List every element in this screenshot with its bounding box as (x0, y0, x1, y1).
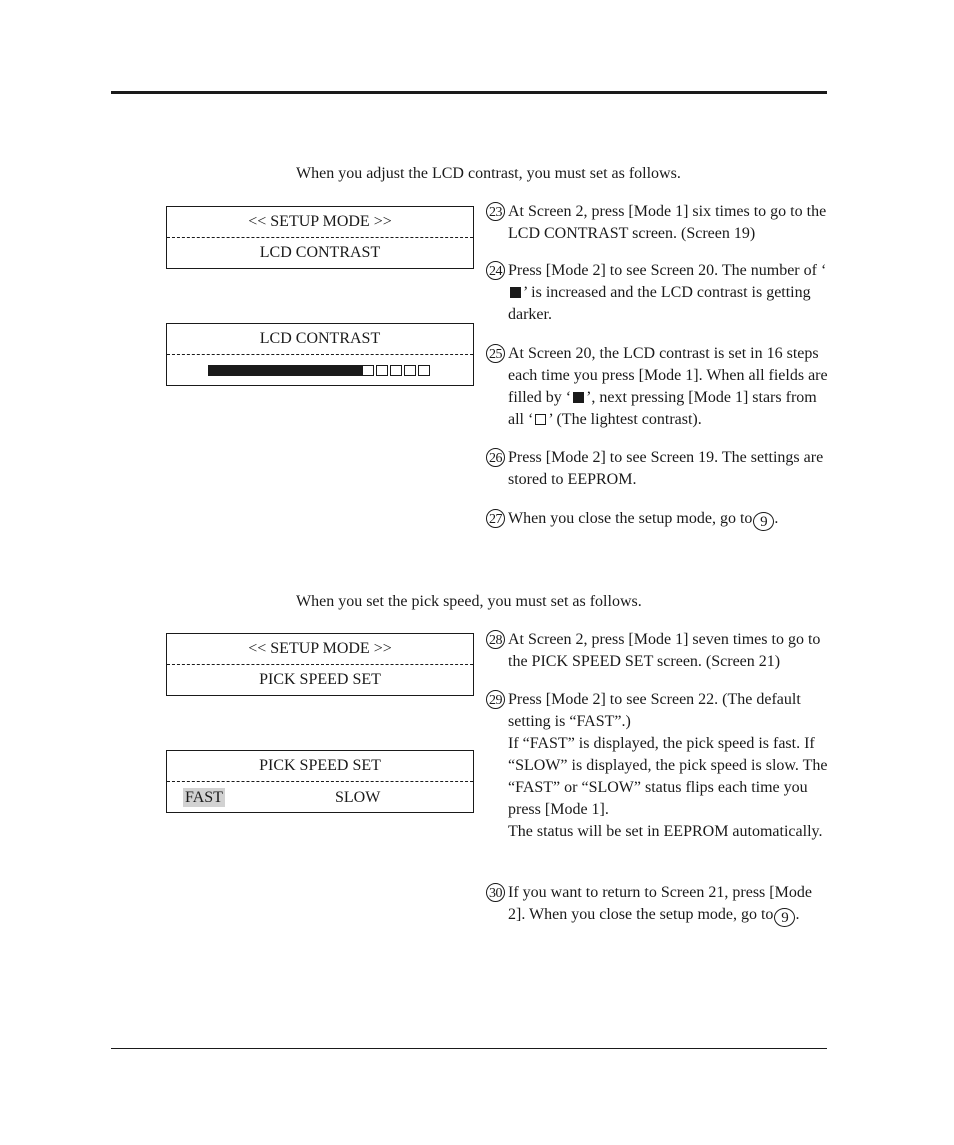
lcd-line-1: << SETUP MODE >> (167, 207, 473, 238)
contrast-level-bar (167, 355, 473, 385)
contrast-cell-filled (334, 365, 348, 376)
step-text: If you want to return to Screen 21, press [Mode 2]. When you close the setup mode, go to 9 . (508, 884, 812, 926)
step-23 (486, 201, 831, 245)
slow-option: SLOW (335, 789, 381, 806)
step-24 (486, 260, 831, 326)
lcd-line-1: << SETUP MODE >> (167, 634, 473, 665)
screen-19-lcd (166, 206, 474, 269)
step-number: 24 (486, 261, 505, 280)
lcd-line-1: PICK SPEED SET (167, 751, 473, 782)
step-number: 26 (486, 448, 505, 467)
step-number: 23 (486, 202, 505, 221)
header-rule (111, 91, 827, 94)
contrast-cell-empty (376, 365, 388, 376)
pick-intro: When you set the pick speed, you must set as follows. (296, 593, 642, 610)
step-27 (486, 508, 831, 531)
lcd-line-2: PICK SPEED SET (259, 671, 381, 688)
contrast-cell-filled (278, 365, 292, 376)
step-text: Press [Mode 2] to see Screen 19. The settings are stored to EEPROM. (508, 449, 824, 488)
step-28 (486, 629, 831, 673)
fast-option-highlighted: FAST (185, 789, 223, 806)
step-reference-circle: 9 (774, 908, 795, 927)
contrast-cell-empty (418, 365, 430, 376)
contrast-cell-empty (362, 365, 374, 376)
lcd-intro: When you adjust the LCD contrast, you must set as follows. (296, 165, 681, 182)
lcd-line-2: LCD CONTRAST (259, 244, 381, 261)
step-text: At Screen 2, press [Mode 1] seven times to go to the PICK SPEED SET screen. (Screen 21) (508, 631, 821, 670)
step-text: At Screen 20, the LCD contrast is set in 16 steps each time you press [Mode 1]. When all fields are filled by ‘ ’, next pressing [Mode 1] stars from all ‘ ’ (The lightest contrast). (508, 345, 828, 428)
step-29 (486, 689, 831, 843)
empty-square-icon (535, 414, 546, 425)
contrast-cell-filled (348, 365, 362, 376)
step-number: 29 (486, 690, 505, 709)
contrast-cell-filled (250, 365, 264, 376)
step-text: When you close the setup mode, go to 9 . (508, 510, 779, 530)
contrast-cell-filled (264, 365, 278, 376)
step-number: 28 (486, 630, 505, 649)
contrast-cell-filled (292, 365, 306, 376)
contrast-cell-filled (320, 365, 334, 376)
step-26 (486, 447, 831, 491)
step-number: 30 (486, 883, 505, 902)
screen-20-lcd (166, 323, 474, 386)
step-text: Press [Mode 2] to see Screen 22. (The default setting is “FAST”.) If “FAST” is displayed, the pick speed is fast. If “SLOW” is displayed, the pick speed is slow. The “FAST” or “SLOW” status flips each time you press [Mode 1]. The status will be set in EEPROM automatically. (508, 691, 828, 840)
step-text: At Screen 2, press [Mode 1] six times to go to the LCD CONTRAST screen. (Screen 19) (508, 203, 827, 242)
filled-square-icon (510, 287, 521, 298)
contrast-cell-filled (208, 365, 222, 376)
step-reference-circle: 9 (753, 512, 774, 531)
screen-22-lcd (166, 750, 474, 813)
contrast-cell-filled (306, 365, 320, 376)
contrast-cell-filled (236, 365, 250, 376)
step-30 (486, 882, 831, 927)
step-25 (486, 343, 831, 431)
lcd-line-1: LCD CONTRAST (167, 324, 473, 355)
contrast-cell-empty (390, 365, 402, 376)
footer-rule (111, 1048, 827, 1049)
step-number: 25 (486, 344, 505, 363)
filled-square-icon (573, 392, 584, 403)
lcd-line-2 (167, 355, 473, 385)
lcd-line-2 (167, 782, 473, 812)
step-number: 27 (486, 509, 505, 528)
contrast-cell-empty (404, 365, 416, 376)
screen-21-lcd (166, 633, 474, 696)
contrast-cell-filled (222, 365, 236, 376)
step-text: Press [Mode 2] to see Screen 20. The number of ‘’ is increased and the LCD contrast is getting darker. (508, 262, 827, 323)
